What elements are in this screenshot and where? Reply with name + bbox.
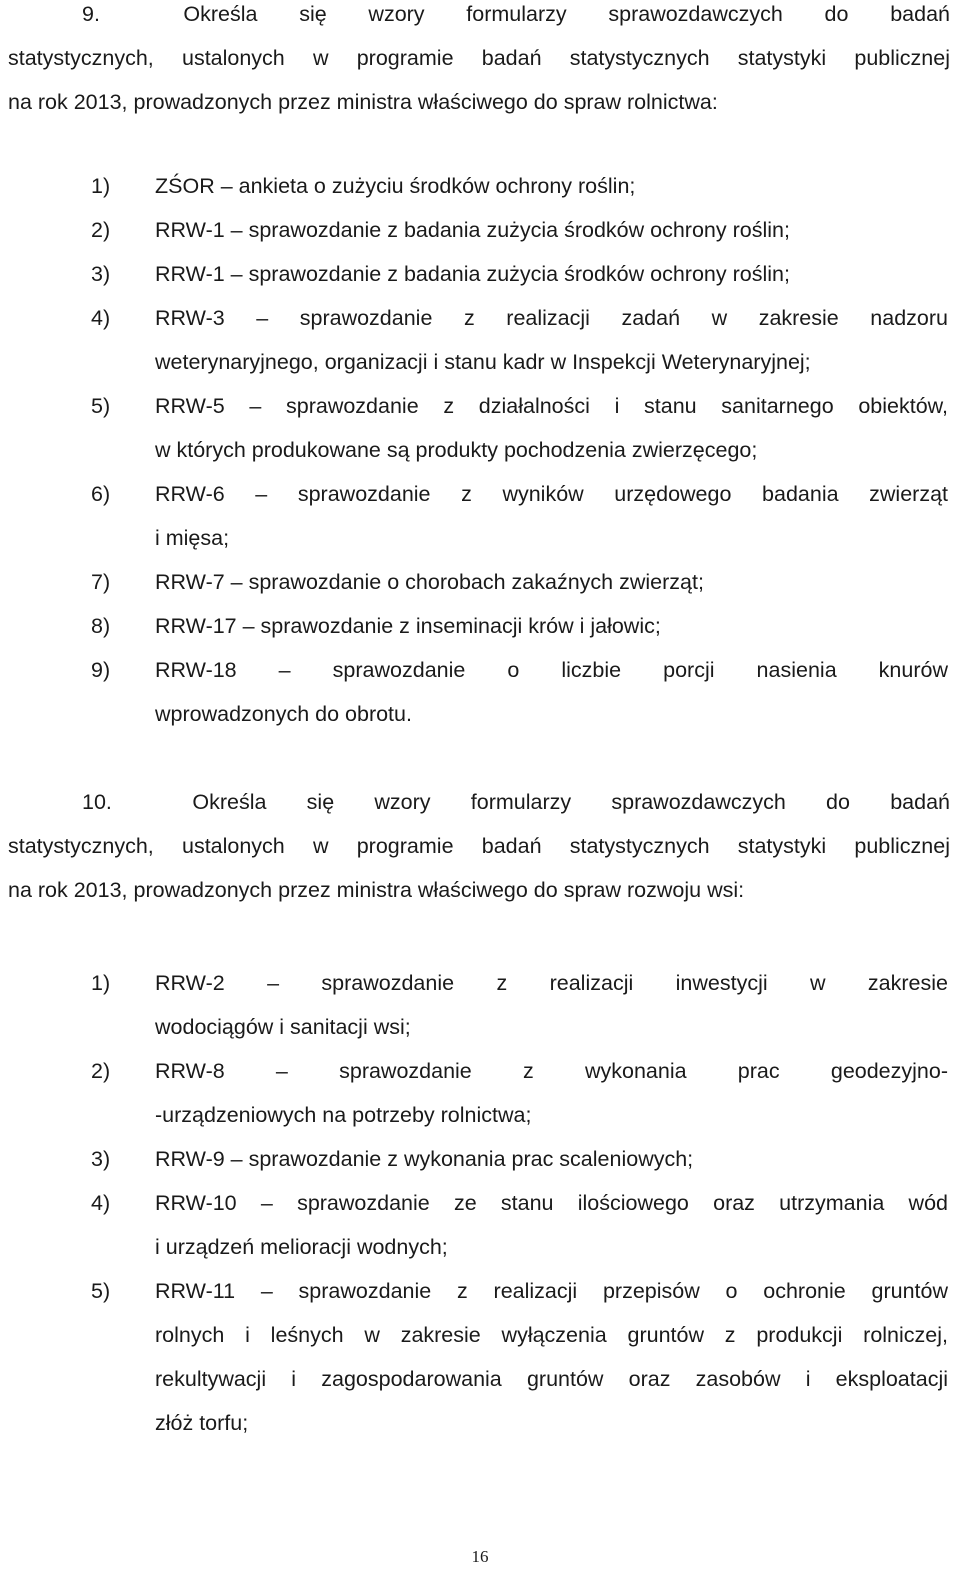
list-item (0, 1049, 960, 1137)
list-item-number: 7) (91, 570, 111, 594)
list-item-number: 4) (91, 306, 111, 330)
section-9-list (0, 164, 960, 736)
list-item-text: RRW-18 – sprawozdanie o liczbie porcji nasienia knurów (155, 658, 948, 682)
list-item (0, 1181, 960, 1269)
list-item-text: i urządzeń melioracji wodnych; (155, 1235, 448, 1259)
list-item-text: RRW-11 – sprawozdanie z realizacji przepisów o ochronie gruntów (155, 1279, 948, 1303)
paragraph-line: 9. Określa się wzory formularzy sprawozdawczych do badań (82, 2, 950, 26)
list-item-number: 6) (91, 482, 111, 506)
list-item-number: 3) (91, 1147, 111, 1171)
list-item (0, 252, 960, 296)
list-item-text: wodociągów i sanitacji wsi; (155, 1015, 411, 1039)
list-item-number: 9) (91, 658, 111, 682)
section-9-paragraph (8, 0, 950, 124)
list-item (0, 472, 960, 560)
section-10-list (0, 961, 960, 1445)
list-item (0, 208, 960, 252)
list-item-number: 5) (91, 394, 111, 418)
list-item (0, 164, 960, 208)
list-item-text: i mięsa; (155, 526, 230, 550)
list-item-text: RRW-1 – sprawozdanie z badania zużycia środków ochrony roślin; (155, 218, 790, 242)
list-item-text: RRW-2 – sprawozdanie z realizacji inwestycji w zakresie (155, 971, 948, 995)
list-item-text: RRW-5 – sprawozdanie z działalności i stanu sanitarnego obiektów, (155, 394, 948, 418)
list-item (0, 296, 960, 384)
list-item-text: weterynaryjnego, organizacji i stanu kadr w Inspekcji Weterynaryjnej; (155, 350, 811, 374)
list-item-text: ZŚOR – ankieta o zużyciu środków ochrony roślin; (155, 174, 636, 198)
list-item-number: 2) (91, 1059, 111, 1083)
paragraph-line: statystycznych, ustalonych w programie badań statystycznych statystyki publicznej (8, 46, 950, 70)
list-item (0, 1269, 960, 1445)
list-item-text: -urządzeniowych na potrzeby rolnictwa; (155, 1103, 532, 1127)
list-item-number: 4) (91, 1191, 111, 1215)
list-item-number: 5) (91, 1279, 111, 1303)
list-item-number: 2) (91, 218, 111, 242)
page-number: 16 (471, 1547, 489, 1566)
list-item-text: RRW-17 – sprawozdanie z inseminacji krów i jałowic; (155, 614, 661, 638)
list-item-text: RRW-7 – sprawozdanie o chorobach zakaźnych zwierząt; (155, 570, 704, 594)
list-item (0, 384, 960, 472)
list-item-text: w których produkowane są produkty pochodzenia zwierzęcego; (155, 438, 758, 462)
list-item-number: 1) (91, 971, 111, 995)
paragraph-line: na rok 2013, prowadzonych przez ministra właściwego do spraw rozwoju wsi: (8, 878, 745, 902)
list-item-number: 3) (91, 262, 111, 286)
list-item-text: RRW-8 – sprawozdanie z wykonania prac geodezyjno- (155, 1059, 948, 1083)
list-item-text: RRW-6 – sprawozdanie z wyników urzędowego badania zwierząt (155, 482, 948, 506)
list-item-text: RRW-9 – sprawozdanie z wykonania prac scaleniowych; (155, 1147, 694, 1171)
list-item-text: rolnych i leśnych w zakresie wyłączenia gruntów z produkcji rolniczej, (155, 1323, 948, 1347)
paragraph-line: statystycznych, ustalonych w programie badań statystycznych statystyki publicznej (8, 834, 950, 858)
list-item-text: rekultywacji i zagospodarowania gruntów oraz zasobów i eksploatacji (155, 1367, 948, 1391)
list-item (0, 604, 960, 648)
list-item-text: RRW-3 – sprawozdanie z realizacji zadań w zakresie nadzoru (155, 306, 948, 330)
list-item (0, 560, 960, 604)
list-item-text: RRW-10 – sprawozdanie ze stanu ilościowego oraz utrzymania wód (155, 1191, 948, 1215)
list-item (0, 648, 960, 736)
list-item (0, 961, 960, 1049)
list-item-text: RRW-1 – sprawozdanie z badania zużycia środków ochrony roślin; (155, 262, 790, 286)
section-10-paragraph (8, 780, 950, 912)
paragraph-line: 10. Określa się wzory formularzy sprawozdawczych do badań (82, 790, 950, 814)
paragraph-line: na rok 2013, prowadzonych przez ministra właściwego do spraw rolnictwa: (8, 90, 718, 114)
list-item-number: 1) (91, 174, 111, 198)
list-item (0, 1137, 960, 1181)
list-item-number: 8) (91, 614, 111, 638)
list-item-text: złóż torfu; (155, 1411, 249, 1435)
list-item-text: wprowadzonych do obrotu. (155, 702, 412, 726)
